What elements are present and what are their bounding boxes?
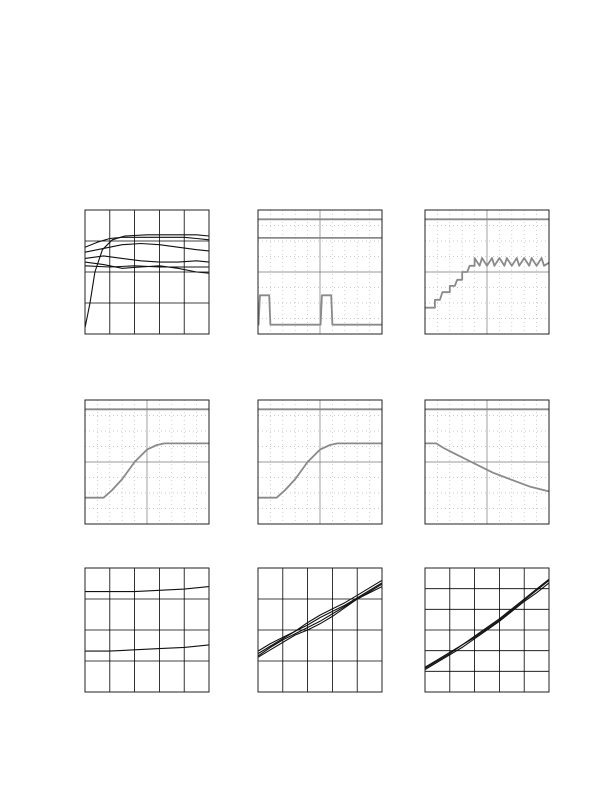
scope-trace-3 — [425, 210, 549, 334]
line-graph-9 — [425, 568, 549, 692]
series-6-line — [85, 266, 209, 267]
series-4-line — [258, 580, 382, 651]
plot-area — [425, 210, 549, 334]
scope-trace-2 — [258, 210, 382, 334]
scope-trace-4 — [85, 400, 209, 524]
series-3-line — [258, 583, 382, 654]
plot-area — [258, 568, 382, 692]
plot-area — [258, 210, 382, 334]
series-1-line — [85, 587, 209, 592]
series-2-line — [85, 237, 209, 247]
line-graph-1 — [85, 210, 209, 334]
series-2-line — [85, 645, 209, 651]
series-3-line — [425, 579, 549, 667]
plot-area — [85, 568, 209, 692]
plot-area — [258, 400, 382, 524]
line-graph-8 — [258, 568, 382, 692]
series-4-line — [85, 256, 209, 262]
scope-trace-6 — [425, 400, 549, 524]
series-5-line — [85, 262, 209, 273]
scope-trace-5 — [258, 400, 382, 524]
plot-area — [425, 568, 549, 692]
plot-area — [85, 210, 209, 334]
plot-area — [425, 400, 549, 524]
series-3-line — [85, 244, 209, 253]
line-graph-7 — [85, 568, 209, 692]
plot-area — [85, 400, 209, 524]
